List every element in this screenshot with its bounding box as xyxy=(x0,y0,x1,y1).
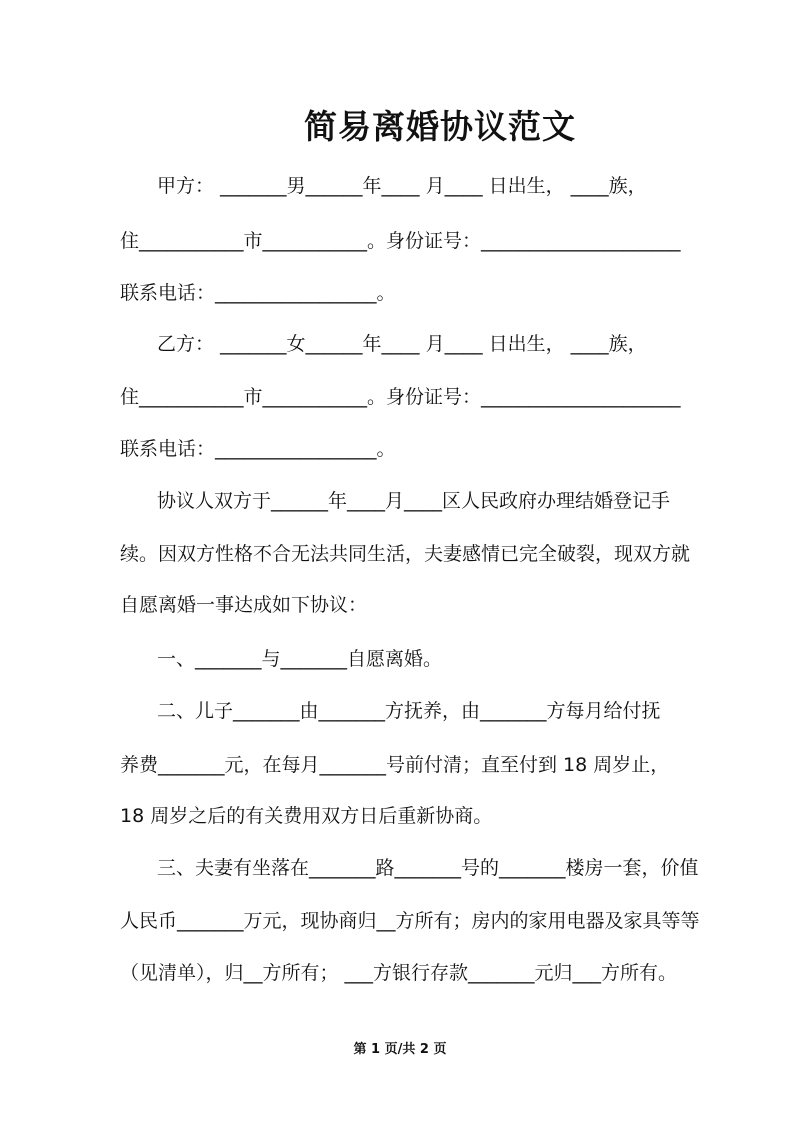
clause-3-line-1: 三、夫妻有坐落在_______路_______号的_______楼房一套，价值 xyxy=(157,857,699,879)
party-a-address-line: 住___________市___________。身份证号：_____________________ xyxy=(120,230,681,252)
page-number-footer: 第 1 页/共 2 页 xyxy=(353,1042,447,1057)
agreement-intro-line-2: 续。因双方性格不合无法共同生活，夫妻感情已完全破裂，现双方就 xyxy=(120,543,691,565)
party-a-phone-line: 联系电话：_________________。 xyxy=(120,282,396,304)
agreement-intro-line-3: 自愿离婚一事达成如下协议： xyxy=(120,594,368,616)
clause-3-line-3: （见清单），归__方所有； ___方银行存款_______元归___方所有。 xyxy=(120,962,678,984)
clause-2-line-1: 二、儿子_______由_______方抚养，由_______方每月给付抚 xyxy=(157,700,661,722)
party-b-address-line: 住___________市___________。身份证号：_____________________ xyxy=(120,386,681,408)
party-a-line: 甲方： _______男______年____ 月____ 日出生， ____族， xyxy=(157,175,647,197)
document-title: 简易离婚协议范文 xyxy=(304,107,576,146)
party-b-phone-line: 联系电话：_________________。 xyxy=(120,438,396,460)
agreement-intro-line-1: 协议人双方于______年____月____区人民政府办理结婚登记手 xyxy=(157,490,671,512)
clause-3-line-2: 人民币_______万元，现协商归__方所有；房内的家用电器及家具等等 xyxy=(120,910,700,932)
party-b-line: 乙方： _______女______年____ 月____ 日出生， ____族， xyxy=(157,333,647,355)
clause-2-line-3: 18 周岁之后的有关费用双方日后重新协商。 xyxy=(120,805,493,827)
clause-1-line: 一、_______与_______自愿离婚。 xyxy=(157,648,443,670)
clause-2-line-2: 养费_______元，在每月_______号前付清；直至付到 18 周岁止， xyxy=(120,754,670,776)
